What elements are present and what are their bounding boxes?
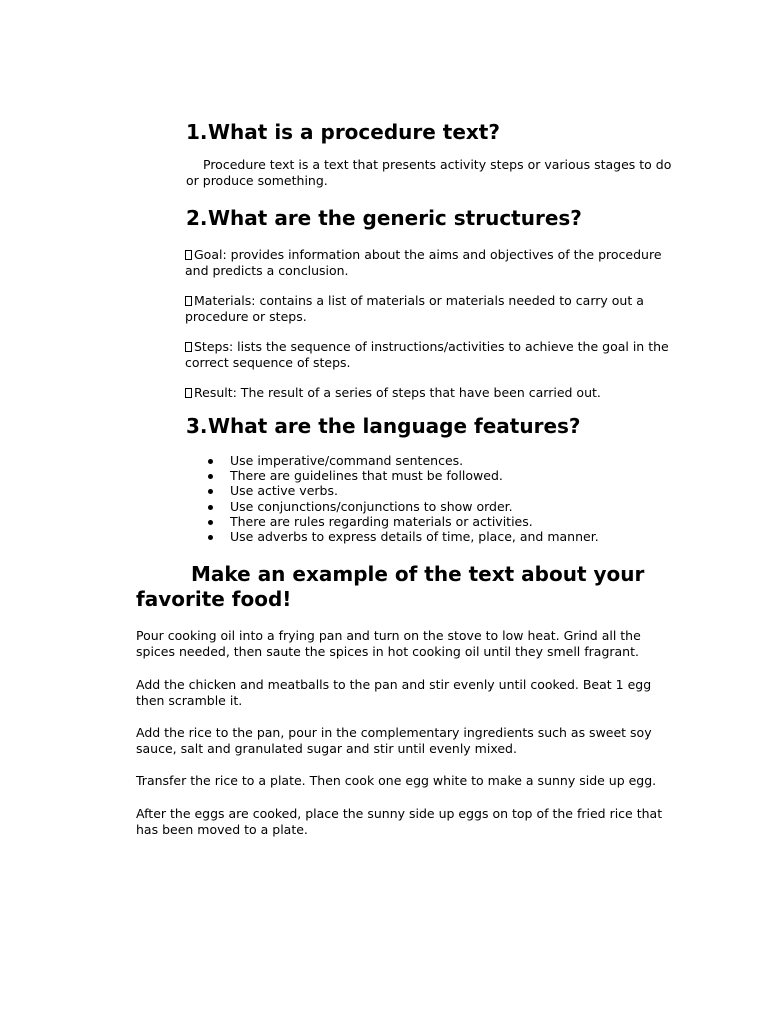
structure-item-result — [185, 385, 685, 401]
structure-item-line-1: Steps: lists the sequence of instructions/activities to achieve the goal in the — [194, 339, 669, 354]
paragraph-line-2: spices needed, then saute the spices in hot cooking oil until they smell fragrant. — [136, 643, 639, 659]
paragraph-line-2: sauce, salt and granulated sugar and stir until evenly mixed. — [136, 740, 517, 756]
section-1-body-line-2: or produce something. — [186, 172, 328, 188]
section-1-body — [186, 157, 686, 188]
missing-glyph-icon — [185, 388, 192, 398]
paragraph-line-2: then scramble it. — [136, 692, 243, 708]
list-item: Use adverbs to express details of time, place, and manner. — [208, 529, 599, 544]
example-heading-line-2: favorite food! — [136, 587, 292, 611]
missing-glyph-icon — [185, 296, 192, 306]
structure-item-line-2: correct sequence of steps. — [185, 354, 351, 370]
structure-item-line-1: Materials: contains a list of materials or materials needed to carry out a — [194, 293, 644, 308]
example-heading-line-1: Make an example of the text about your — [191, 562, 645, 586]
section-1-heading — [186, 120, 500, 144]
structure-item-line-2: and predicts a conclusion. — [185, 262, 349, 278]
example-paragraph-2 — [136, 677, 696, 708]
example-paragraph-3 — [136, 725, 696, 756]
example-paragraph-4 — [136, 773, 696, 789]
section-2-number: 2. — [186, 206, 208, 230]
example-heading — [136, 562, 696, 612]
structure-item-line-2: procedure or steps. — [185, 308, 307, 324]
paragraph-line-2: has been moved to a plate. — [136, 821, 308, 837]
section-3-heading — [186, 414, 581, 438]
example-paragraph-5 — [136, 806, 696, 837]
list-item: There are guidelines that must be followed. — [208, 468, 599, 483]
missing-glyph-icon — [185, 250, 192, 260]
section-3-number: 3. — [186, 414, 208, 438]
paragraph-line-1: After the eggs are cooked, place the sunny side up eggs on top of the fried rice that — [136, 806, 663, 821]
list-item: Use imperative/command sentences. — [208, 453, 599, 468]
paragraph-line-1: Add the rice to the pan, pour in the complementary ingredients such as sweet soy — [136, 725, 652, 740]
list-item: Use conjunctions/conjunctions to show order. — [208, 499, 599, 514]
paragraph-line-1: Add the chicken and meatballs to the pan and stir evenly until cooked. Beat 1 egg — [136, 677, 652, 692]
example-paragraph-1 — [136, 628, 696, 659]
paragraph-line-1: Pour cooking oil into a frying pan and turn on the stove to low heat. Grind all the — [136, 628, 641, 643]
structure-item-line-1: Result: The result of a series of steps that have been carried out. — [194, 385, 601, 400]
language-features-list — [208, 453, 599, 544]
section-1-number: 1. — [186, 120, 208, 144]
list-item: Use active verbs. — [208, 483, 599, 498]
structure-item-line-1: Goal: provides information about the aims and objectives of the procedure — [194, 247, 662, 262]
section-3-title: What are the language features? — [208, 414, 581, 438]
missing-glyph-icon — [185, 342, 192, 352]
list-item: There are rules regarding materials or activities. — [208, 514, 599, 529]
section-2-heading — [186, 206, 582, 230]
structure-item-goal — [185, 247, 685, 278]
structure-item-materials — [185, 293, 685, 324]
structure-item-steps — [185, 339, 685, 370]
section-1-title: What is a procedure text? — [208, 120, 500, 144]
section-2-title: What are the generic structures? — [208, 206, 582, 230]
section-1-body-line-1: Procedure text is a text that presents activity steps or various stages to do — [203, 157, 672, 172]
paragraph-line-1: Transfer the rice to a plate. Then cook one egg white to make a sunny side up egg. — [136, 773, 657, 788]
